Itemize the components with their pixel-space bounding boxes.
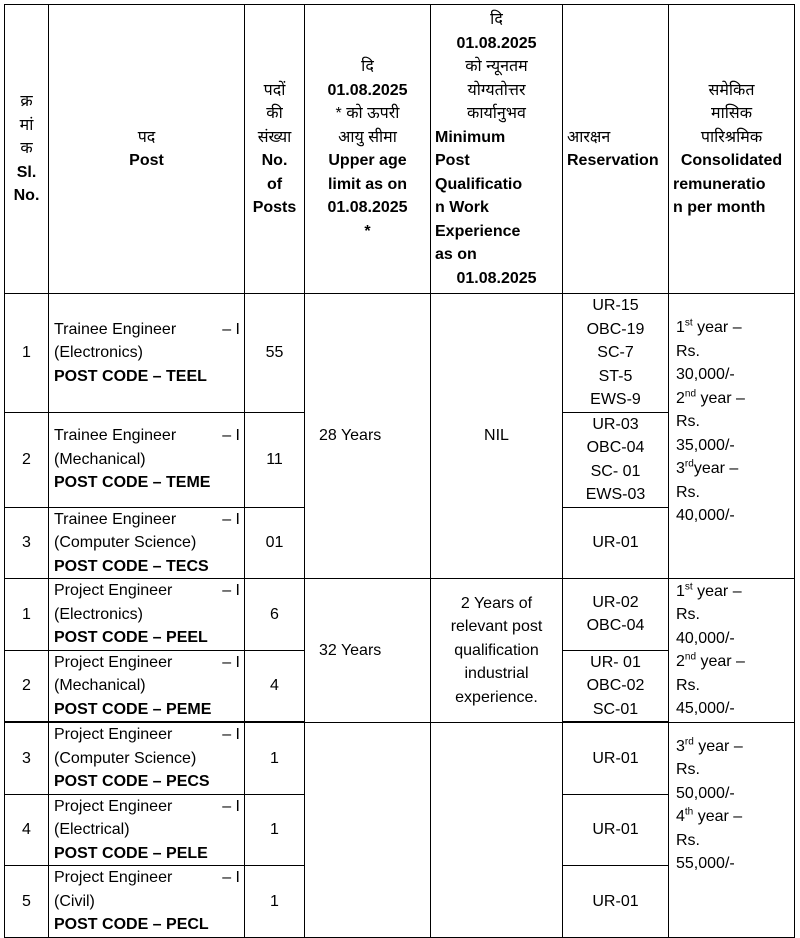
post-level: – I [222,869,240,886]
posts-count: 6 [245,579,305,651]
reservation-item: UR-03 [592,415,639,433]
table-row [5,294,795,413]
post-code: POST CODE – PEME [54,700,212,718]
header-age-hi-2: 01.08.2025 [327,81,408,99]
header-rem-hi-1: समेकित [708,81,755,99]
header-age-en-2: limit as on [327,175,408,193]
post-level: – I [222,582,240,599]
post-level: – I [222,653,240,671]
header-rem-hi-2: मासिक [711,105,752,122]
posts-count: 11 [245,412,305,507]
header-exp-en-4: n Work [435,199,489,216]
remuneration-year-1: 1st year – [676,317,742,336]
sl-cell: 1 [5,579,49,651]
age-limit-cell: 32 Years [305,579,431,723]
header-posts-hi-1: पदों [263,81,286,99]
post-dept: (Electrical) [54,821,130,838]
remuneration-year-3: 3rdyear – [676,458,739,477]
header-post-hi: पद [137,128,156,146]
remuneration-amount: 45,000/- [676,700,735,718]
header-exp-en-5: Experience [435,222,521,240]
reservation-item: OBC-04 [586,439,645,456]
remuneration-amount: 30,000/- [676,366,735,383]
header-exp-en-1: Minimum [435,128,506,146]
header-exp-hi-4: योग्यतोत्तर [467,81,526,99]
post-title: Trainee Engineer [54,320,177,338]
header-sl [5,5,49,294]
reservation-cell [563,650,669,722]
experience-cell [431,579,563,723]
reservation-item: ST-5 [598,367,633,385]
remuneration-rs: Rs. [676,483,700,501]
header-exp-hi-2: 01.08.2025 [456,34,537,52]
post-code: POST CODE – PECL [54,916,209,933]
remuneration-amount: 55,000/- [676,855,735,872]
post-level: – I [222,726,240,743]
table-row [5,722,795,794]
header-remuneration [669,5,795,294]
header-age [305,5,431,294]
header-age-hi-1: दि [361,58,374,75]
header-posts-en-2: of [266,175,283,193]
post-level: – I [222,797,240,815]
remuneration-year-3: 3rd year – [676,736,743,755]
post-dept: (Computer Science) [54,534,197,551]
post-title: Project Engineer [54,726,173,743]
remuneration-cell [669,579,795,723]
post-code: POST CODE – PEEL [54,629,208,646]
header-exp-hi-3: को न्यूनतम [465,58,528,75]
header-posts-hi-3: संख्या [257,128,292,146]
reservation-item: UR-01 [592,892,639,910]
post-dept: (Mechanical) [54,677,146,694]
sl-cell: 2 [5,650,49,722]
reservation-item: UR- 01 [590,653,641,671]
header-posts-hi-2: की [266,105,283,122]
remuneration-amount: 50,000/- [676,784,735,802]
remuneration-amount: 40,000/- [676,507,735,524]
header-post-en: Post [129,152,164,169]
header-age-en-1: Upper age [328,152,407,169]
post-dept: (Civil) [54,892,95,910]
header-exp-en-6: as on [435,246,477,263]
header-sl-hi-1: क्र [20,93,33,111]
header-age-en-4: * [364,222,371,240]
experience-line: industrial [464,665,529,682]
post-title: Trainee Engineer [54,510,177,528]
posts-count: 1 [245,866,305,938]
header-sl-hi-3: क [20,140,33,158]
remuneration-rs: Rs. [676,676,700,694]
post-code: POST CODE – TECS [54,557,209,575]
reservation-cell [563,794,669,866]
header-rem-en-1: Consolidated [680,152,783,169]
post-title: Project Engineer [54,653,173,671]
remuneration-rs: Rs. [676,606,700,624]
recruitment-table [4,4,795,938]
reservation-item: SC-01 [592,700,639,718]
experience-line: experience. [455,688,538,706]
table-row [5,579,795,651]
header-exp-hi-1: दि [490,11,503,28]
header-age-en-3: 01.08.2025 [327,199,408,216]
post-cell [49,294,245,413]
reservation-item: SC- 01 [590,462,641,480]
post-level: – I [222,427,240,445]
reservation-cell [563,412,669,507]
post-dept: (Mechanical) [54,450,146,468]
age-limit-cell: 28 Years [305,294,431,579]
posts-count: 4 [245,650,305,722]
header-res-en: Reservation [567,152,659,169]
reservation-cell [563,294,669,413]
header-age-hi-3: * को ऊपरी [335,105,400,122]
remuneration-rs: Rs. [676,413,700,430]
remuneration-cell [669,722,795,937]
post-title: Trainee Engineer [54,427,177,445]
remuneration-amount: 35,000/- [676,436,735,454]
header-reservation [563,5,669,294]
header-rem-en-2: remuneratio [673,175,766,193]
post-code: POST CODE – PELE [54,844,208,862]
header-sl-hi-2: मां [19,116,34,134]
post-cell [49,412,245,507]
reservation-item: UR-01 [592,749,639,767]
post-dept: (Electronics) [54,344,143,361]
age-limit-empty [305,722,431,937]
posts-count: 1 [245,722,305,794]
post-dept: (Computer Science) [54,749,197,767]
header-exp-en-2: Post [435,152,470,169]
remuneration-year-2: 2nd year – [676,651,745,671]
header-sl-en-2: No. [13,187,40,205]
post-title: Project Engineer [54,582,173,599]
post-cell [49,722,245,794]
posts-count: 01 [245,507,305,579]
post-code: POST CODE – TEME [54,474,211,492]
reservation-item: EWS-03 [585,486,646,503]
reservation-cell [563,866,669,938]
post-cell [49,650,245,722]
post-code: POST CODE – TEEL [54,367,207,385]
header-res-hi: आरक्षन [567,128,611,146]
reservation-item: SC-7 [597,344,634,361]
header-exp-hi-5: कार्यानुभव [467,105,526,122]
post-cell [49,507,245,579]
header-rem-en-3: n per month [673,199,766,216]
reservation-cell [563,722,669,794]
header-posts-en-3: Posts [252,199,297,216]
posts-count: 55 [245,294,305,413]
post-level: – I [222,510,240,528]
reservation-cell [563,507,669,579]
sl-cell: 1 [5,294,49,413]
header-post [49,5,245,294]
sl-cell: 5 [5,866,49,938]
remuneration-year-1: 1st year – [676,581,742,600]
experience-cell: NIL [431,294,563,579]
reservation-item: OBC-02 [586,677,645,694]
remuneration-year-2: 2nd year – [676,388,745,407]
reservation-item: UR-01 [592,821,639,838]
post-cell [49,579,245,651]
header-row [5,5,795,294]
experience-line: 2 Years of [460,594,533,612]
header-age-hi-4: आयु सीमा [338,128,397,146]
post-dept: (Electronics) [54,605,143,623]
post-cell [49,866,245,938]
header-posts-en-1: No. [261,152,288,169]
header-exp-en-3: Qualificatio [435,175,523,193]
reservation-item: UR-15 [592,297,639,314]
post-title: Project Engineer [54,869,173,886]
sl-cell: 3 [5,507,49,579]
posts-count: 1 [245,794,305,866]
header-posts-no [245,5,305,294]
header-sl-en-1: Sl. [16,163,37,181]
experience-line: qualification [454,641,539,659]
remuneration-rs: Rs. [676,761,700,778]
remuneration-cell [669,294,795,579]
header-rem-hi-3: पारिश्रमिक [700,128,763,146]
reservation-cell [563,579,669,651]
remuneration-amount: 40,000/- [676,629,735,647]
remuneration-rs: Rs. [676,831,700,849]
experience-line: relevant post [450,618,543,635]
sl-cell: 4 [5,794,49,866]
post-code: POST CODE – PECS [54,773,210,790]
reservation-item: EWS-9 [590,391,641,408]
remuneration-rs: Rs. [676,342,700,360]
reservation-item: OBC-04 [586,617,645,635]
reservation-item: UR-02 [592,593,639,611]
post-title: Project Engineer [54,797,173,815]
experience-empty [431,722,563,937]
header-exp-en-7: 01.08.2025 [456,269,537,287]
sl-cell: 2 [5,412,49,507]
remuneration-year-4: 4th year – [676,806,743,825]
post-level: – I [222,320,240,338]
sl-cell: 3 [5,722,49,794]
header-experience [431,5,563,294]
reservation-item: OBC-19 [586,320,645,338]
reservation-item: UR-01 [592,534,639,551]
post-cell [49,794,245,866]
